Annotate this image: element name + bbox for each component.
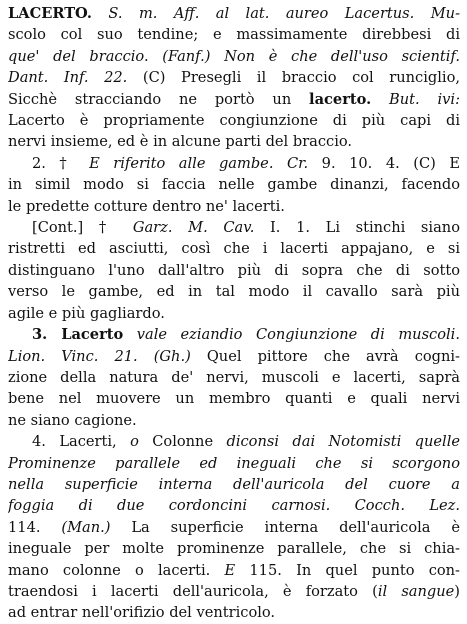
- entry-line: distinguano l'uno dall'altro più di sopra che di sotto: [8, 261, 460, 279]
- entry-line: ristretti ed asciutti, così che i lacerti appajano, e si: [8, 240, 460, 258]
- entry-line: Sicchè stracciando ne portò un lacerto. But. ivi:: [8, 90, 460, 108]
- entry-line: 114. (Man.) La superficie interna dell'auricola è: [8, 518, 460, 536]
- entry-line: 2. † E riferito alle gambe. Cr. 9. 10. 4. (C) E: [32, 154, 460, 172]
- sense-cont: [8, 217, 460, 324]
- sense-2: [8, 153, 460, 217]
- entry-line: mano colonne o lacerti. E 115. In quel punto con-: [8, 561, 460, 579]
- entry-line: bene nel muovere un membro quanti e quali nervi: [8, 390, 460, 408]
- headword: LACERTO.: [8, 5, 92, 22]
- entry-line: Prominenze parallele ed ineguali che si scorgono: [8, 454, 460, 472]
- entry-line: 3. Lacerto vale eziandio Congiunzione di muscoli.: [32, 326, 460, 344]
- entry-line: scolo col suo tendine; e massimamente direbbesi di: [8, 26, 460, 44]
- sense-3: [8, 324, 460, 431]
- entry-line: ad entrar nell'orifizio del ventricolo.: [8, 604, 276, 622]
- entry-line: Lion. Vinc. 21. (Gh.) Quel pittore che avrà cogni-: [8, 347, 460, 365]
- entry-line: traendosi i lacerti dell'auricola, è forzato (il sangue): [8, 582, 460, 600]
- entry-line: nella superficie interna dell'auricola del cuore a: [8, 475, 460, 493]
- entry-line: foggia di due cordoncini carnosi. Cocch. Lez.: [8, 497, 460, 515]
- entry-line: Dant. Inf. 22. (C) Presegli il braccio col runciglio,: [8, 69, 460, 87]
- entry-line: LACERTO. S. m. Aff. al lat. aureo Lacertus. Mu-: [8, 5, 460, 22]
- entry-line: le predette cotture dentro ne' lacerti.: [8, 197, 285, 215]
- entry-line: verso le gambe, ed in tal modo il cavallo sarà più: [8, 283, 460, 301]
- entry-line: nervi insieme, ed è in alcune parti del braccio.: [8, 133, 353, 151]
- entry-line: ne siano cagione.: [8, 411, 137, 429]
- entry-line: in simil modo si faccia nelle gambe dinanzi, facendo: [8, 176, 460, 194]
- entry-line: Lacerto è propriamente congiunzione di più capi di: [8, 112, 460, 130]
- sense-4: [8, 431, 460, 624]
- entry-main: [8, 3, 460, 153]
- entry-line: que' del braccio. (Fanf.) Non è che dell'uso scientif.: [8, 47, 460, 65]
- entry-line: ineguale per molte prominenze parallele, che si chia-: [8, 540, 460, 558]
- entry-line: 4. Lacerti, o Colonne diconsi dai Notomisti quelle: [32, 433, 460, 451]
- entry-line: agile e più gagliardo.: [8, 304, 165, 322]
- entry-line: [Cont.] † Garz. M. Cav. I. 1. Li stinchi siano: [32, 219, 460, 237]
- entry-line: zione della natura de' nervi, muscoli e lacerti, saprà: [8, 368, 460, 386]
